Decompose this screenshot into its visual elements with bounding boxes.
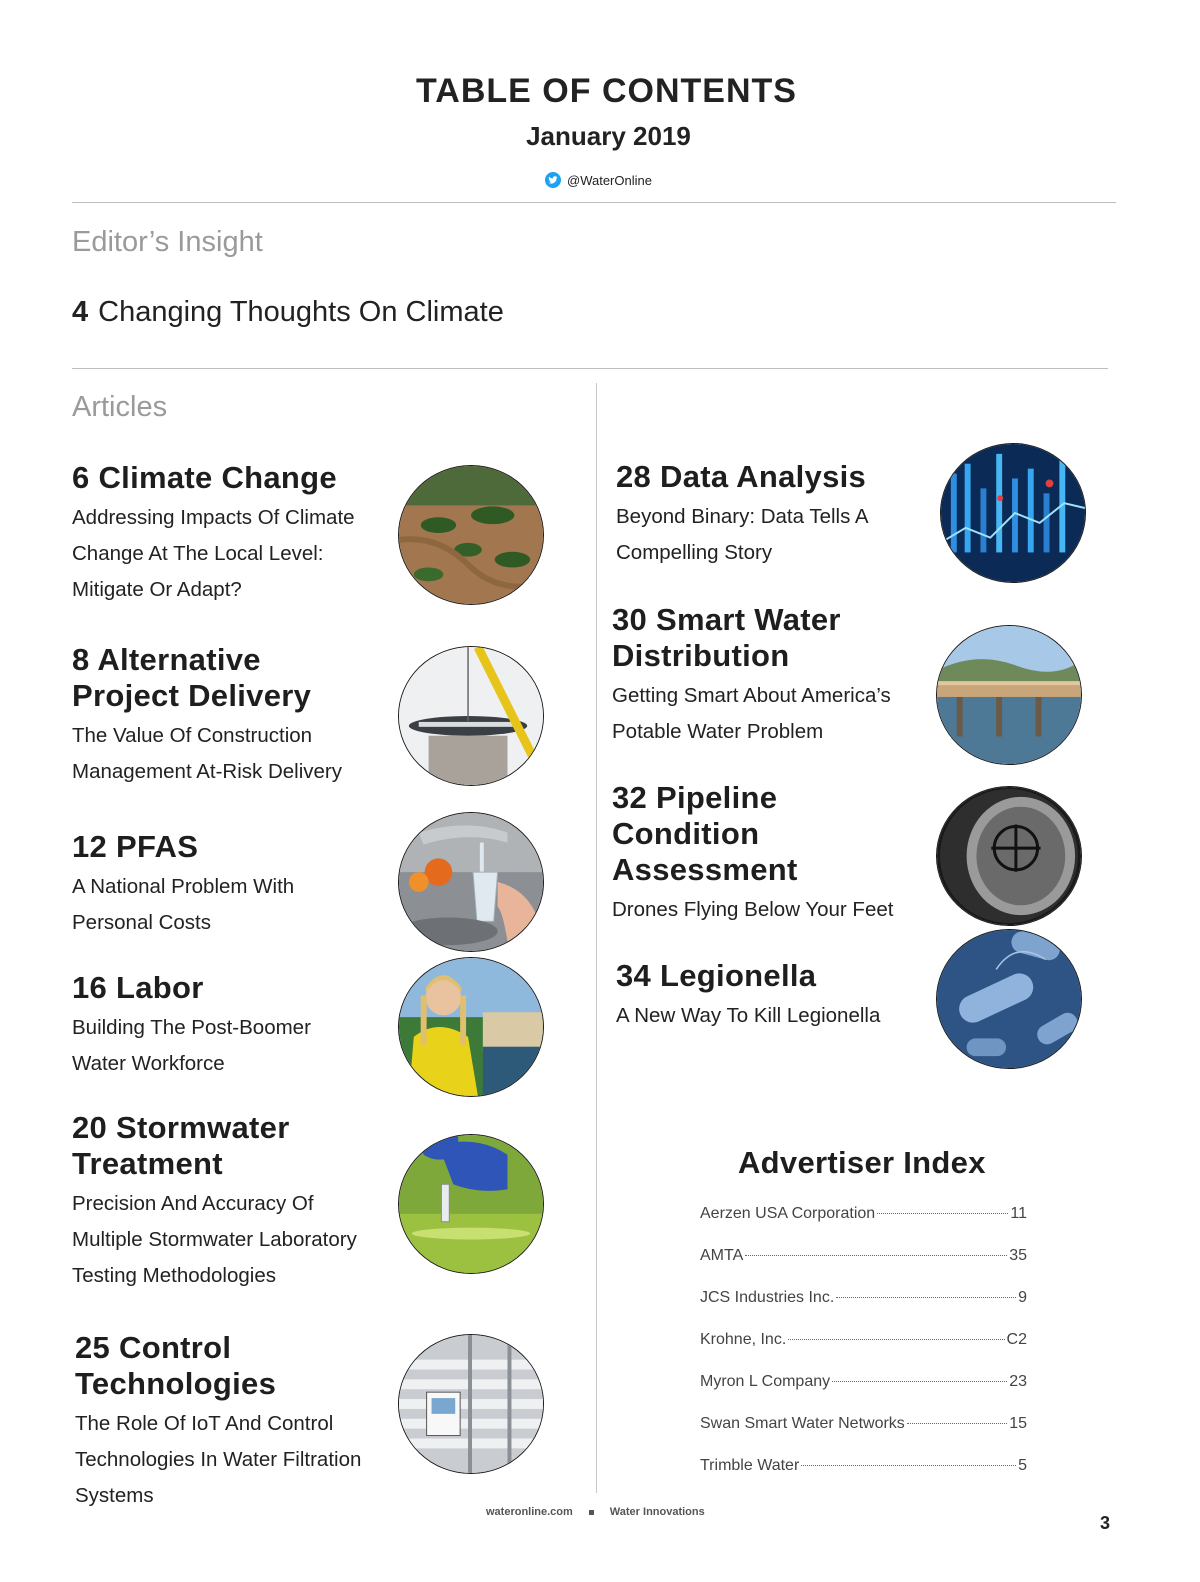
article-subtitle: Getting Smart About America’s Potable Water Problem xyxy=(612,684,891,743)
advertiser-page: 23 xyxy=(1009,1373,1027,1390)
page-footer xyxy=(486,1506,705,1518)
article-climate-change[interactable] xyxy=(72,460,355,608)
article-subtitle: Beyond Binary: Data Tells A Compelling Story xyxy=(616,505,869,564)
article-title: 32 Pipeline Condition Assessment xyxy=(612,780,798,887)
article-subtitle: A New Way To Kill Legionella xyxy=(616,1004,881,1027)
filtration-membranes-image xyxy=(398,1334,544,1474)
advertiser-name: Krohne, Inc. xyxy=(700,1331,787,1348)
advertiser-entry[interactable] xyxy=(700,1373,1027,1391)
advertiser-name: JCS Industries Inc. xyxy=(700,1289,835,1306)
advertiser-entry[interactable] xyxy=(700,1457,1027,1475)
editors-insight-label: Editor’s Insight xyxy=(72,226,263,258)
header-divider xyxy=(72,202,1116,203)
article-subtitle: Precision And Accuracy Of Multiple Stormwater Laboratory Testing Methodologies xyxy=(72,1192,357,1287)
page-number: 3 xyxy=(1100,1513,1111,1533)
advertiser-page: C2 xyxy=(1006,1331,1027,1348)
editors-insight-title: Changing Thoughts On Climate xyxy=(98,296,504,328)
article-alternative-project-delivery[interactable] xyxy=(72,642,342,790)
advertiser-page: 11 xyxy=(1010,1205,1027,1222)
article-title: 28 Data Analysis xyxy=(616,459,867,494)
footer-separator xyxy=(589,1510,594,1515)
pipeline-over-water-image xyxy=(936,625,1082,765)
article-subtitle: The Role Of IoT And Control Technologies In Water Filtration Systems xyxy=(75,1412,362,1507)
footer-publication: Water Innovations xyxy=(609,1506,705,1518)
advertiser-page: 15 xyxy=(1009,1415,1027,1432)
flooded-land-image xyxy=(398,465,544,605)
article-subtitle: Addressing Impacts Of Climate Change At The Local Level: Mitigate Or Adapt? xyxy=(72,506,355,601)
article-title: 8 Alternative Project Delivery xyxy=(72,642,312,713)
article-title: 34 Legionella xyxy=(616,958,817,993)
section-divider xyxy=(72,368,1108,369)
article-subtitle: A National Problem With Personal Costs xyxy=(72,875,295,934)
article-data-analysis[interactable] xyxy=(616,459,869,571)
article-title: 20 Stormwater Treatment xyxy=(72,1110,290,1181)
worker-thumbs-up-image xyxy=(398,957,544,1097)
article-title: 16 Labor xyxy=(72,970,204,1005)
twitter-handle: @WaterOnline xyxy=(567,172,652,188)
article-title: 6 Climate Change xyxy=(72,460,337,495)
editors-insight-entry[interactable] xyxy=(72,296,504,329)
article-legionella[interactable] xyxy=(616,958,880,1034)
article-pfas[interactable] xyxy=(72,829,294,941)
advertiser-entry[interactable] xyxy=(700,1415,1027,1433)
article-title: 12 PFAS xyxy=(72,829,199,864)
column-divider xyxy=(596,383,597,1493)
article-control-technologies[interactable] xyxy=(75,1330,361,1514)
advertiser-name: Swan Smart Water Networks xyxy=(700,1415,905,1432)
advertiser-page: 9 xyxy=(1018,1289,1027,1306)
page-title: TABLE OF CONTENTS xyxy=(416,72,797,110)
advertiser-entry[interactable] xyxy=(700,1205,1027,1223)
editors-insight-page: 4 xyxy=(72,296,89,328)
tap-water-glass-image xyxy=(398,812,544,952)
water-sample-image xyxy=(398,1134,544,1274)
crane-construction-image xyxy=(398,646,544,786)
article-stormwater-treatment[interactable] xyxy=(72,1110,357,1294)
advertiser-entry[interactable] xyxy=(700,1331,1027,1349)
issue-date: January 2019 xyxy=(526,121,691,151)
advertiser-name: Aerzen USA Corporation xyxy=(700,1205,876,1222)
advertiser-entry[interactable] xyxy=(700,1247,1027,1265)
bacteria-image xyxy=(936,929,1082,1069)
data-visualization-image xyxy=(940,443,1086,583)
drone-in-pipe-image xyxy=(936,786,1082,926)
article-smart-water-distribution[interactable] xyxy=(612,602,891,750)
twitter-link[interactable] xyxy=(545,172,652,188)
article-pipeline-condition-assessment[interactable] xyxy=(612,780,893,928)
advertiser-page: 5 xyxy=(1018,1457,1027,1474)
footer-site: wateronline.com xyxy=(486,1506,573,1518)
advertiser-page: 35 xyxy=(1009,1247,1027,1264)
article-subtitle: Building The Post-Boomer Water Workforce xyxy=(72,1016,311,1075)
article-title: 30 Smart Water Distribution xyxy=(612,602,841,673)
article-labor[interactable] xyxy=(72,970,311,1082)
article-title: 25 Control Technologies xyxy=(75,1330,277,1401)
advertiser-index-title: Advertiser Index xyxy=(738,1145,986,1180)
article-subtitle: The Value Of Construction Management At-Risk Delivery xyxy=(72,724,343,783)
articles-label: Articles xyxy=(72,391,168,423)
article-subtitle: Drones Flying Below Your Feet xyxy=(612,898,894,921)
advertiser-name: AMTA xyxy=(700,1247,744,1264)
twitter-icon xyxy=(545,172,561,188)
advertiser-entry[interactable] xyxy=(700,1289,1027,1307)
advertiser-name: Trimble Water xyxy=(700,1457,800,1474)
advertiser-name: Myron L Company xyxy=(700,1373,831,1390)
